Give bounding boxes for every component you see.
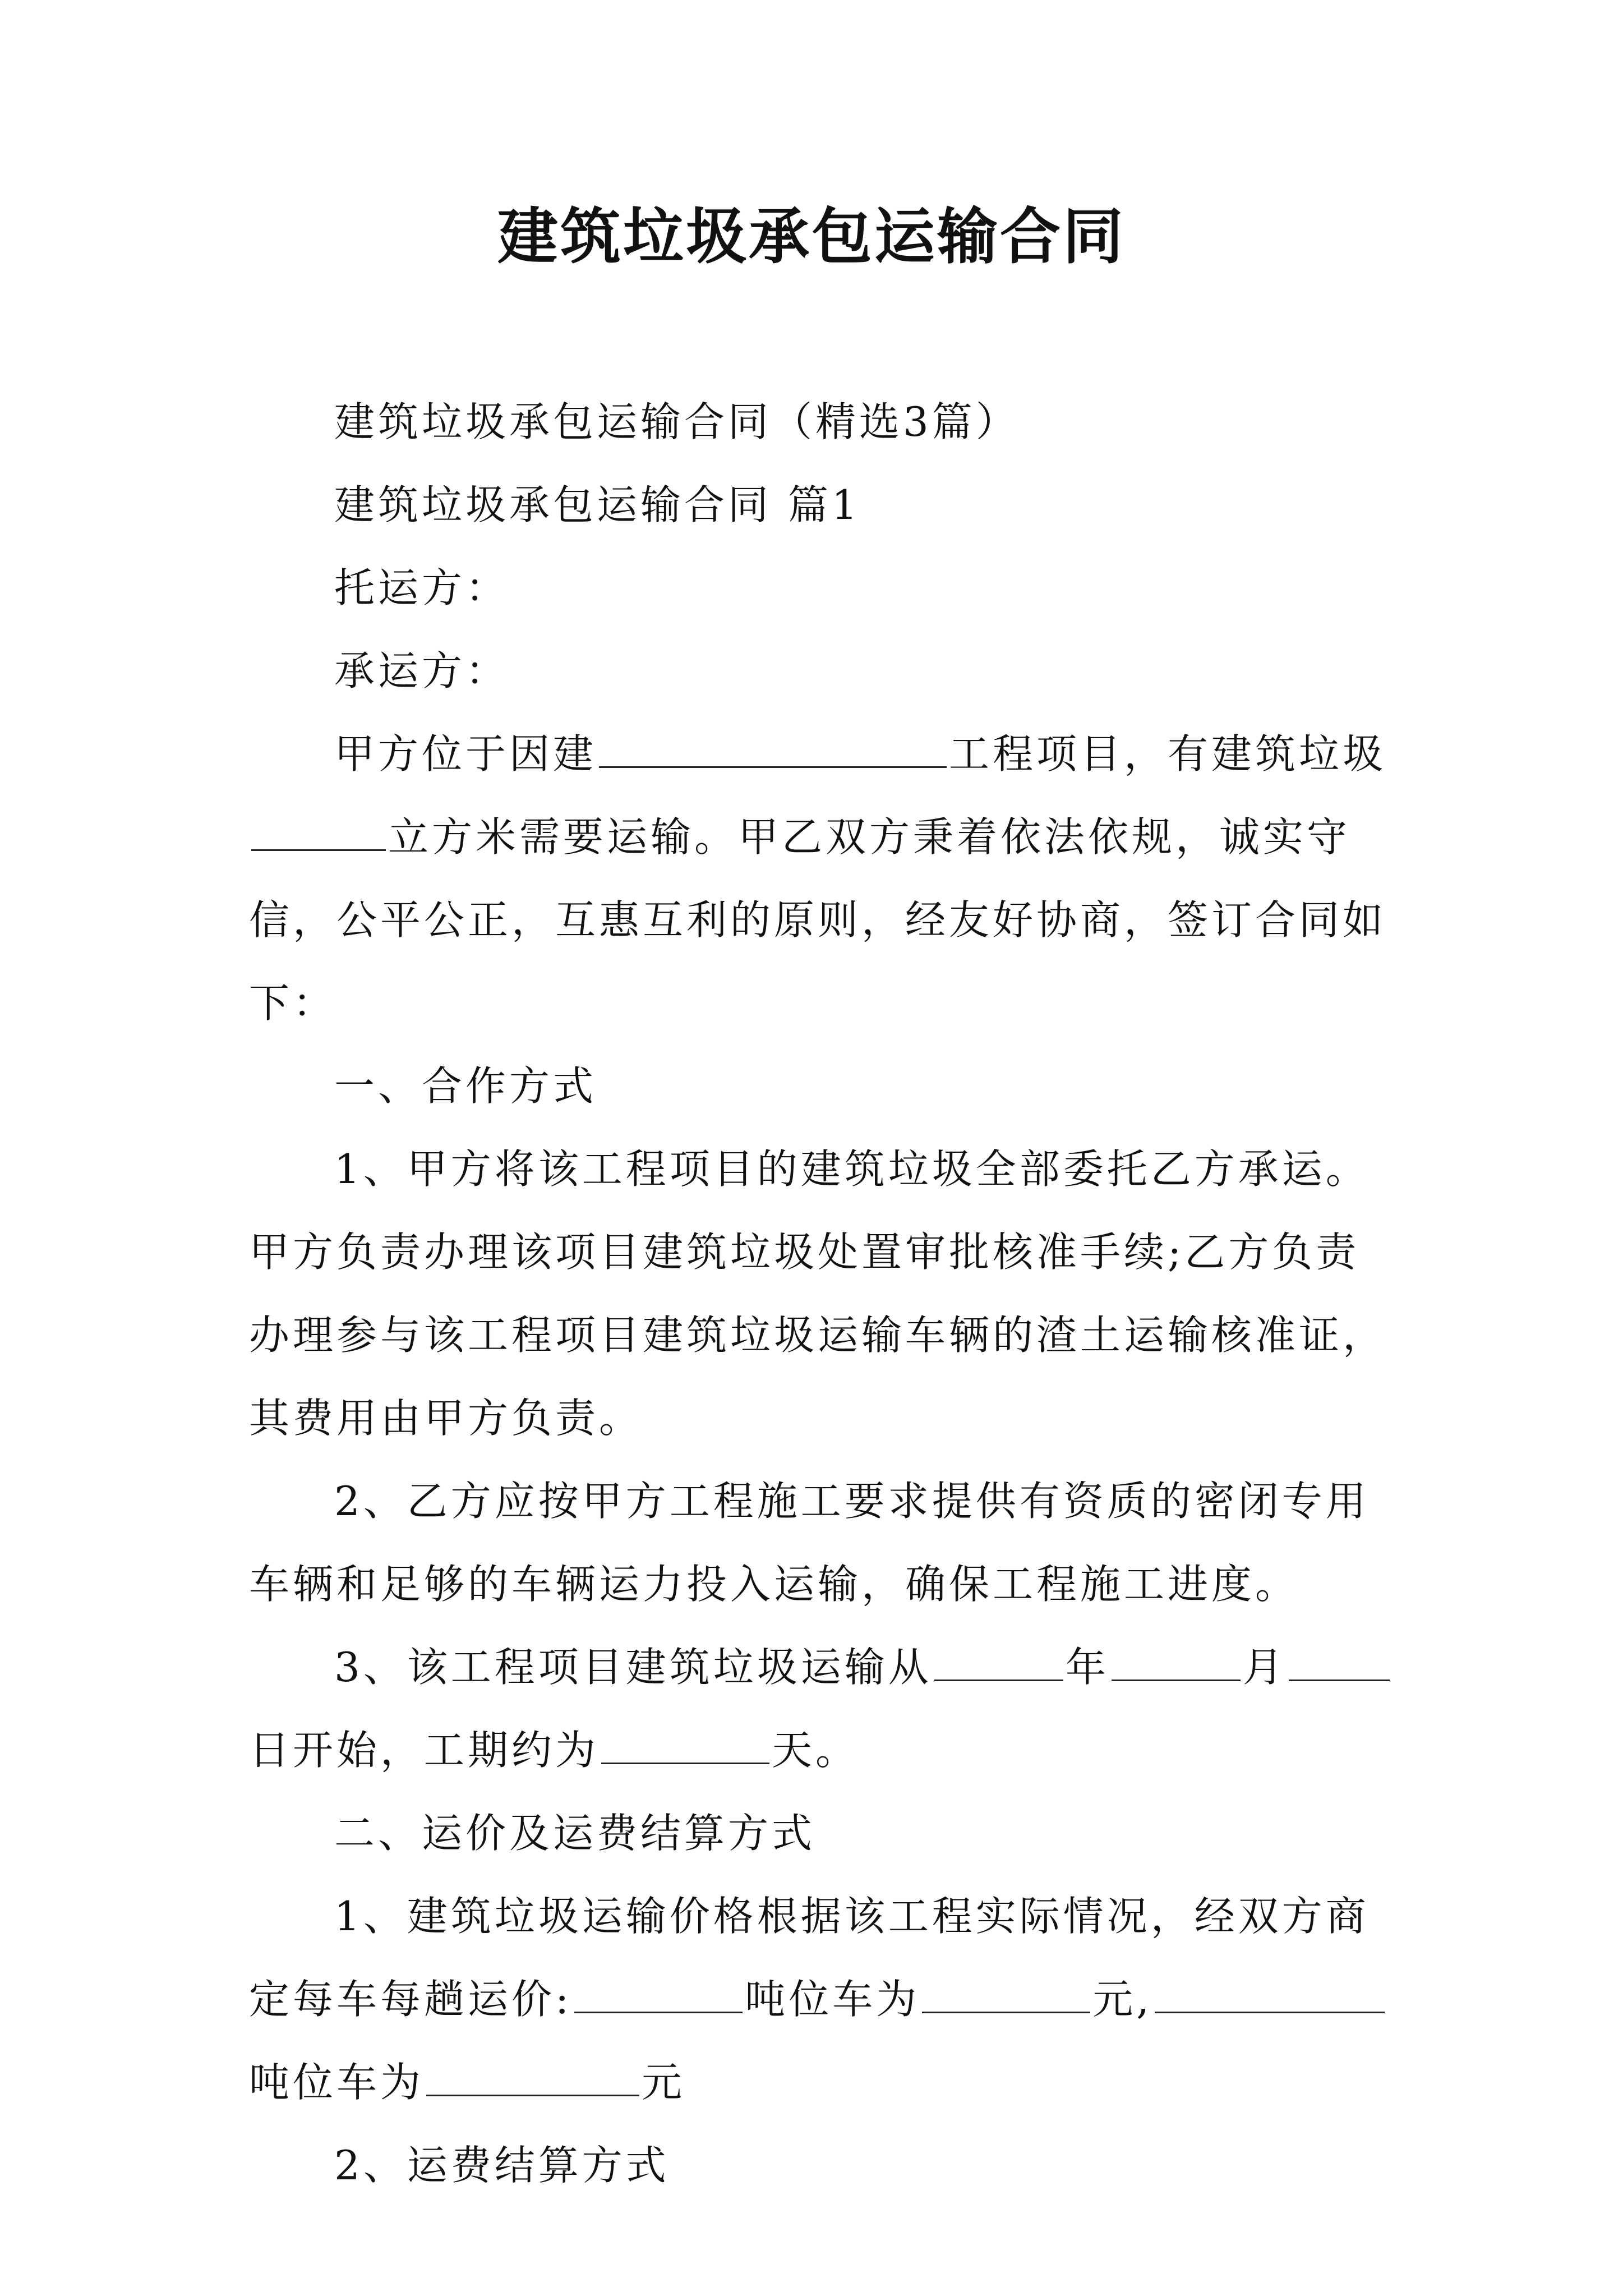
item-3-text-4: 日开始，工期约为 bbox=[249, 1727, 600, 1774]
section-1-heading: 一、合作方式 bbox=[334, 1062, 597, 1110]
item-3-text-5: 天。 bbox=[772, 1727, 860, 1774]
s2-item-1-text-4: 吨位车为 bbox=[249, 2059, 425, 2106]
section-2-item-1 bbox=[249, 1875, 1393, 2124]
price-2-blank bbox=[426, 2049, 639, 2096]
section-1-item-3 bbox=[249, 1626, 1393, 1792]
s2-item-1-text-5: 元 bbox=[642, 2059, 686, 2106]
duration-blank bbox=[601, 1717, 769, 1764]
volume-blank bbox=[251, 803, 386, 851]
item-3-text-3: 月 bbox=[1242, 1644, 1287, 1691]
shipper-label: 托运方： bbox=[334, 564, 510, 611]
section-heading: 建筑垃圾承包运输合同 篇1 bbox=[334, 481, 861, 528]
item-3-text-2: 年 bbox=[1065, 1644, 1109, 1691]
section-2-heading: 二、运价及运费结算方式 bbox=[334, 1810, 816, 1857]
tonnage-2-blank bbox=[1155, 1966, 1385, 2013]
s2-item-1-text-3: 元, bbox=[1092, 1976, 1153, 2023]
intro-text-1: 甲方位于因建 bbox=[334, 730, 597, 777]
intro-text-3: 立方米需要运输。甲乙双方秉着依法依规，诚实守信，公平公正，互惠互利的原则，经友好协商，签订合同如下： bbox=[249, 813, 1387, 1027]
document-body bbox=[249, 380, 1393, 2207]
section-1-item-2: 2、乙方应按甲方工程施工要求提供有资质的密闭专用车辆和足够的车辆运力投入运输，确保工程施工进度。 bbox=[249, 1478, 1370, 1608]
price-1-blank bbox=[922, 1966, 1090, 2013]
start-day-blank bbox=[1289, 1634, 1390, 1681]
intro-paragraph bbox=[249, 712, 1393, 1045]
item-3-text-1: 3、该工程项目建筑垃圾运输从 bbox=[334, 1644, 932, 1691]
s2-item-1-text-2: 吨位车为 bbox=[745, 1976, 920, 2023]
s2-item-1-text-1: 1、建筑垃圾运输价格根据该工程实际情况，经双方商定每车每趟运价: bbox=[249, 1893, 1370, 2023]
intro-text-2: 工程项目，有建筑垃圾 bbox=[949, 730, 1387, 777]
carrier-label: 承运方： bbox=[334, 647, 510, 694]
tonnage-1-blank bbox=[574, 1966, 743, 2013]
start-year-blank bbox=[934, 1634, 1063, 1681]
document-title: 建筑垃圾承包运输合同 bbox=[497, 201, 1126, 272]
document-subtitle: 建筑垃圾承包运输合同（精选3篇） bbox=[334, 398, 1020, 445]
start-month-blank bbox=[1112, 1634, 1241, 1681]
section-1-item-1: 1、甲方将该工程项目的建筑垃圾全部委托乙方承运。甲方负责办理该项目建筑垃圾处置审批核准手续;乙方负责办理参与该工程项目建筑垃圾运输车辆的渣土运输核准证，其费用由甲方负责。 bbox=[249, 1145, 1387, 1442]
project-name-blank bbox=[599, 720, 947, 768]
section-2-item-2: 2、运费结算方式 bbox=[334, 2142, 670, 2189]
